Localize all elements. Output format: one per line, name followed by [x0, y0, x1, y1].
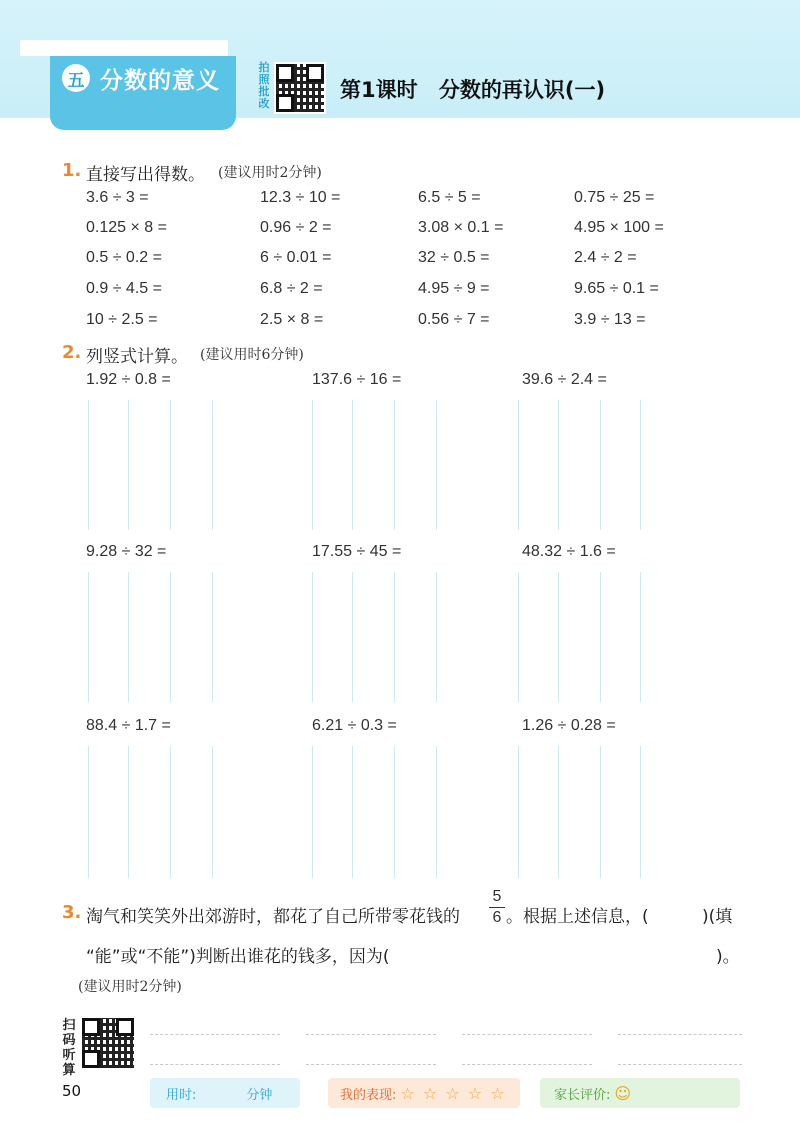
q1-expr: 3.6 ÷ 3 =	[86, 189, 149, 206]
q2-expr: 17.55 ÷ 45 =	[312, 543, 402, 560]
guide-line	[640, 572, 641, 702]
q1-expr: 10 ÷ 2.5 =	[86, 311, 158, 328]
star-icon[interactable]: ☆	[467, 1083, 483, 1103]
q1-expr: 0.125 × 8 =	[86, 219, 167, 236]
guide-line	[394, 746, 395, 878]
q1-expr: 4.95 × 100 =	[574, 219, 664, 236]
q2-number: 2.	[62, 342, 82, 363]
answer-dash-line	[150, 1034, 280, 1035]
smiley-icon[interactable]: ☺	[614, 1083, 632, 1103]
q1-expr: 9.65 ÷ 0.1 =	[574, 280, 659, 297]
rating-stars	[396, 1084, 504, 1103]
guide-line	[312, 572, 313, 702]
answer-dash-line	[462, 1034, 592, 1035]
q3-hint: (建议用时2分钟)	[78, 979, 182, 995]
answer-dash-line	[306, 1034, 436, 1035]
guide-line	[212, 572, 213, 702]
q1-expr: 0.75 ÷ 25 =	[574, 189, 655, 206]
guide-line	[312, 400, 313, 530]
time-label: 用时:	[166, 1087, 197, 1103]
guide-line	[212, 746, 213, 878]
fraction-five-sixths	[489, 888, 505, 927]
guide-line	[170, 400, 171, 530]
guide-line	[352, 400, 353, 530]
guide-line	[88, 746, 89, 878]
parent-label: 家长评价:	[554, 1087, 611, 1103]
q1-text: 直接写出得数。	[86, 165, 205, 185]
guide-line	[394, 400, 395, 530]
q2-expr: 137.6 ÷ 16 =	[312, 371, 402, 388]
performance-box	[328, 1078, 520, 1108]
guide-line	[558, 572, 559, 702]
q3-line1-b: 。根据上述信息，(	[506, 907, 649, 927]
q1-expr: 3.9 ÷ 13 =	[574, 311, 646, 328]
answer-dash-line	[618, 1064, 742, 1065]
q2-text: 列竖式计算。	[86, 347, 188, 367]
answer-dash-line	[306, 1064, 436, 1065]
q1-expr: 0.96 ÷ 2 =	[260, 219, 332, 236]
q1-hint: (建议用时2分钟)	[218, 165, 322, 181]
guide-line	[352, 746, 353, 878]
star-icon[interactable]: ☆	[400, 1083, 415, 1103]
q3-line1-a: 淘气和笑笑外出郊游时，都花了自己所带零花钱的	[86, 907, 460, 927]
guide-line	[128, 746, 129, 878]
answer-dash-line	[618, 1034, 742, 1035]
guide-line	[600, 400, 601, 530]
guide-line	[436, 400, 437, 530]
guide-line	[518, 572, 519, 702]
answer-dash-line	[150, 1064, 280, 1065]
guide-line	[352, 572, 353, 702]
q2-expr: 1.92 ÷ 0.8 =	[86, 371, 171, 388]
q1-expr: 2.4 ÷ 2 =	[574, 249, 637, 266]
q3-answer-blank-2[interactable]	[440, 942, 710, 962]
guide-line	[128, 400, 129, 530]
star-icon[interactable]: ☆	[422, 1083, 438, 1103]
guide-line	[640, 400, 641, 530]
guide-line	[312, 746, 313, 878]
performance-label: 我的表现:	[340, 1087, 397, 1103]
scan-listen-label: 扫码听算	[62, 1018, 76, 1078]
guide-line	[212, 400, 213, 530]
guide-line	[436, 572, 437, 702]
header-strip	[20, 40, 228, 56]
unit-badge: 五	[62, 64, 90, 92]
time-unit: 分钟	[246, 1087, 273, 1103]
q1-expr: 0.5 ÷ 0.2 =	[86, 249, 162, 266]
unit-title: 分数的意义	[100, 68, 220, 94]
listen-qr-code-icon[interactable]	[80, 1016, 136, 1070]
guide-line	[558, 746, 559, 878]
lesson-title: 第1课时 分数的再认识(一)	[340, 78, 606, 102]
page-number: 50	[62, 1082, 82, 1100]
q3-number: 3.	[62, 902, 82, 923]
q1-expr: 6.5 ÷ 5 =	[418, 189, 481, 206]
q1-expr: 4.95 ÷ 9 =	[418, 280, 490, 297]
fraction-numerator: 5	[492, 888, 502, 905]
guide-line	[88, 572, 89, 702]
q1-expr: 0.9 ÷ 4.5 =	[86, 280, 162, 297]
q3-line2-b: )。	[716, 947, 740, 967]
guide-line	[518, 400, 519, 530]
guide-line	[88, 400, 89, 530]
guide-line	[436, 746, 437, 878]
q2-expr: 88.4 ÷ 1.7 =	[86, 717, 171, 734]
q1-expr: 12.3 ÷ 10 =	[260, 189, 341, 206]
q3-line1-c: )(填	[702, 907, 733, 927]
q2-hint: (建议用时6分钟)	[200, 347, 304, 363]
star-icon[interactable]: ☆	[445, 1083, 460, 1103]
guide-line	[640, 746, 641, 878]
q3-line2-a: “能”或“不能”)判断出谁花的钱多，因为(	[86, 947, 390, 967]
qr-code-icon[interactable]	[274, 62, 326, 114]
q2-expr: 1.26 ÷ 0.28 =	[522, 717, 616, 734]
q3-answer-blank-1[interactable]	[660, 902, 700, 922]
fraction-bar	[489, 907, 505, 908]
q2-expr: 9.28 ÷ 32 =	[86, 543, 167, 560]
q1-expr: 6.8 ÷ 2 =	[260, 280, 323, 297]
time-box	[150, 1078, 300, 1108]
q1-number: 1.	[62, 160, 82, 181]
guide-line	[518, 746, 519, 878]
q1-expr: 2.5 × 8 =	[260, 311, 324, 328]
answer-dash-line	[462, 1064, 592, 1065]
time-input[interactable]	[196, 1084, 246, 1102]
q1-expr: 3.08 × 0.1 =	[418, 219, 504, 236]
q1-expr: 0.56 ÷ 7 =	[418, 311, 490, 328]
q1-expr: 6 ÷ 0.01 =	[260, 249, 332, 266]
q2-expr: 6.21 ÷ 0.3 =	[312, 717, 397, 734]
guide-line	[128, 572, 129, 702]
q1-expr: 32 ÷ 0.5 =	[418, 249, 490, 266]
guide-line	[558, 400, 559, 530]
guide-line	[600, 572, 601, 702]
guide-line	[600, 746, 601, 878]
star-icon[interactable]: ☆	[490, 1083, 505, 1103]
parent-evaluation-box	[540, 1078, 740, 1108]
q2-expr: 39.6 ÷ 2.4 =	[522, 371, 607, 388]
guide-line	[170, 572, 171, 702]
fraction-denominator: 6	[492, 909, 502, 926]
scan-correct-label: 拍照批改	[258, 61, 270, 110]
guide-line	[170, 746, 171, 878]
q2-expr: 48.32 ÷ 1.6 =	[522, 543, 616, 560]
guide-line	[394, 572, 395, 702]
